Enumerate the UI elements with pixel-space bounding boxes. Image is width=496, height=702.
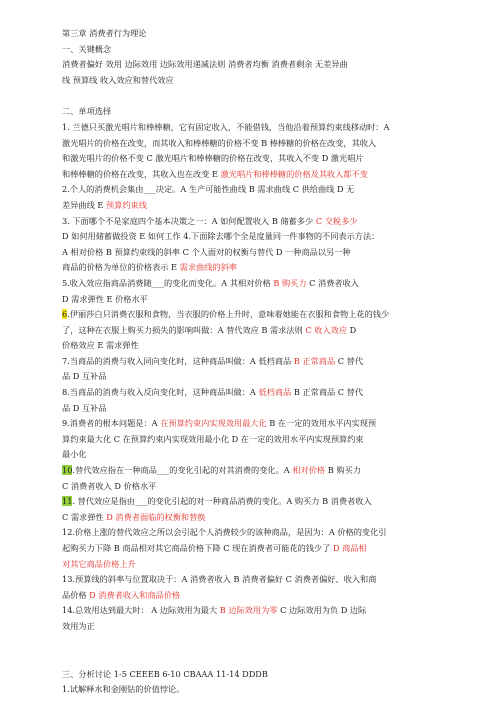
section-single-choice-heading: 二、单项选择 [62,106,112,117]
answer-highlight: 在预算约束内实现效用最大化 [160,418,267,429]
section-key-concepts-heading: 一、关键概念 [62,43,112,54]
answer-highlight: 低档商品 [258,387,292,398]
question-line: 价格效应 E 需求弹性 [62,340,139,351]
question-line: 最小化 [62,449,87,460]
question-line: 6.伊丽莎白只消费衣服和食物，当衣服的价格上升时，意味着她能在衣服和食物上花的钱少 [62,309,390,320]
question-line: 11. 替代效应是指由___的变化引起的对一种商品消费的变化。A 购买力 B 消费者收入 [62,496,372,507]
answer-highlight: D 消费者收入和商品价格 [89,589,181,600]
answer-highlight: D 商品相 [332,543,367,553]
question-line: 品价格 D 消费者收入和商品价格 [62,589,181,600]
question-line: 8.当商品的消费与收入反向变化时，这种商品叫做：A 低档商品 B 正常商品 C 替代 [62,387,364,398]
question-line: 13.预算线的斜率与位置取决于：A 消费者收入 B 消费者偏好 C 消费者偏好、收入和商 [62,574,377,585]
section-discussion-heading: 三、分析讨论 1-5 CEEEB 6-10 CBAAA 11-14 DDDB [62,668,268,679]
question-number-highlight: 10 [62,465,73,476]
answer-highlight: B 购买力 [273,277,307,288]
question-line: 商品的价格为单位的价格表示 E 需求曲线的斜率 [62,262,237,273]
answer-highlight: 需求曲线的斜率 [179,262,237,273]
answer-highlight: 预算约束线 [105,199,147,210]
answer-highlight: C 交税多少 [315,215,358,226]
question-line: 3. 下面哪个不是家庭四个基本决策之一：A 如何配置收入 B 储蓄多少 C 交税多少 [62,215,358,226]
answer-highlight: B 边际效用为零 [219,605,278,616]
question-number-highlight: 6 [62,309,68,320]
question-line: 了，这种在衣服上购买力损失的影响叫做：A 替代效应 B 需求法则 C 收入效应 D [62,324,357,335]
question-line: 7.当商品的消费与收入同向变化时，这种商品叫做：A 低档商品 B 正常商品 C 替代 [62,355,364,366]
answer-highlight: B 正常商品 [293,355,336,366]
question-line: 和棒棒糖的价格在改变，其收入也在改变 E 激光唱片和棒棒糖的价格及其收入都不变 [62,168,368,179]
key-concepts-line: 消费者偏好 效用 边际效用 边际效用递减法则 消费者均衡 消费者剩余 无差异曲 [62,59,348,70]
question-line: 激光唱片的价格在改变，而其收入和棒棒糖的价格不变 B 棒棒糖的价格在改变，其收入 [62,137,377,148]
question-line: 9.消费者的根本问题是：A 在预算约束内实现效用最大化 B 在一定的效用水平内实现预 [62,418,377,429]
discussion-question: 1.试解释水和金刚钻的价值悖论。 [62,684,185,695]
answer-highlight: 激光唱片和棒棒糖的价格及其收入都不变 [220,168,368,179]
answer-highlight: 对其它商品价格上升 [62,558,136,569]
question-line: 品 D 互补品 [62,402,107,413]
question-line: 算约束最大化 C 在预算约束内实现效用最小化 D 在一定的效用水平内实现预算约束 [62,433,364,444]
question-line: 和激光唱片的价格不变 C 激光唱片和棒棒糖的价格在改变，其收入不变 D 激光唱片 [62,153,364,164]
question-line: 12.价格上涨的替代效应之所以会引起个人消费较少的该种商品，是因为：A 价格的变化引 [62,527,387,538]
question-line: 2.个人的消费机会集由___决定。A 生产可能性曲线 B 需求曲线 C 供给曲线 D 无 [62,184,355,195]
document-page [62,26,438,698]
question-number-highlight: 11 [62,496,73,507]
question-line: D 需求弹性 E 价格水平 [62,293,148,304]
question-line: 1. 兰德只买激光唱片和棒棒糖，它有固定收入，不能借钱，当他沿着预算约束线移动时：A [62,121,390,132]
question-line: C 需求弹性 D 消费者面临的权衡和替换 [62,511,206,522]
question-line: 效用为正 [62,620,95,631]
question-line: C 消费者收入 D 价格水平 [62,480,157,491]
answer-highlight: 相对价格 [292,465,326,476]
chapter-title: 第三章 消费者行为理论 [62,28,147,38]
question-line [62,557,438,573]
question-line: 14.总效用达到最大时： A 边际效用为最大 B 边际效用为零 C 边际效用为负 D 边际 [62,605,367,616]
question-line: 5.收入效应指商品消费随___的变化而变化。A 其相对价格 B 购买力 C 消费者收入 [62,277,359,288]
question-line: 10.替代效应指在一种商品___的变化引起的对其消费的变化。A 相对价格 B 购买力 [62,465,361,476]
key-concepts-line: 线 预算线 收入效应和替代效应 [62,74,174,85]
question-line: D 如何用储蓄做投资 E 如何工作 4.下面除去哪个全是度量同一件事物的不同表示方法： [62,231,380,242]
answer-highlight: D 消费者面临的权衡和替换 [106,511,206,522]
question-line: 品 D 互补品 [62,371,107,382]
question-line: A 相对价格 B 预算约束线的斜率 C 个人面对的权衡与替代 D 一种商品以另一种 [62,246,351,257]
question-line: 起购买力下降 B 商品相对其它商品价格下降 C 现在消费者可能花的钱少了 D 商品相 [62,543,367,553]
answer-highlight: C 收入效应 [305,324,348,335]
question-line: 差异曲线 E 预算约束线 [62,199,147,210]
